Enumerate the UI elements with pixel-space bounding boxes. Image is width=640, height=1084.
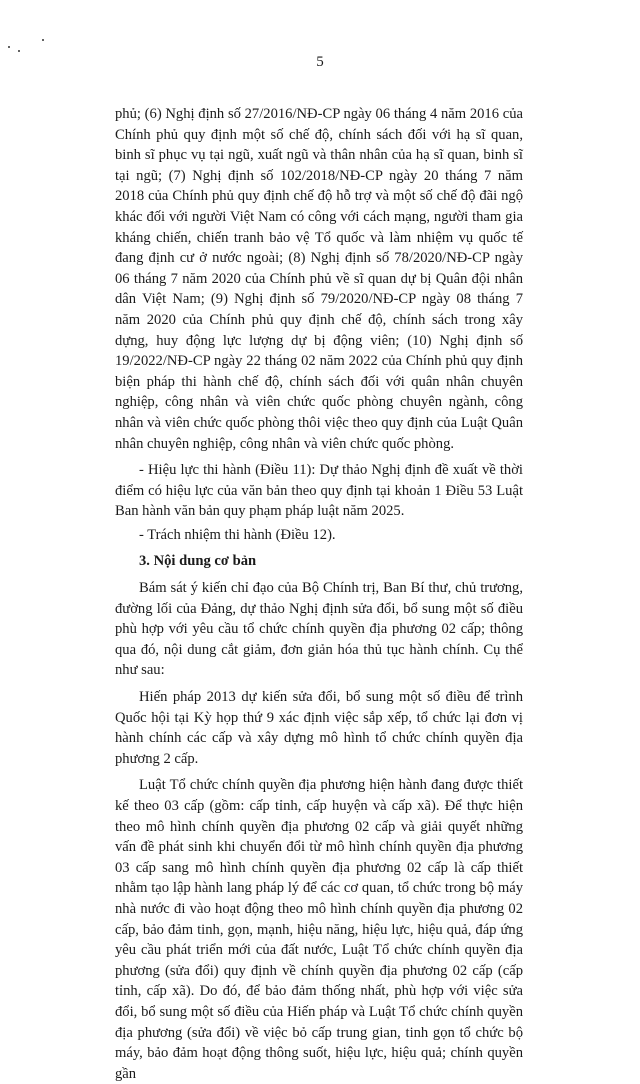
paragraph-local-government-law: Luật Tổ chức chính quyền địa phương hiện hành đang được thiết kế theo 03 cấp (gồm: cấp tỉnh, cấp huyện và cấp xã). Để thực hiện theo mô hình chính quyền địa phương 02 cấp và giải quyết những vấn đề phát sinh khi chuyển đổi từ mô hình chính quyền địa phương 03 cấp sang mô hình chính quyền địa phương 02 cấp là cấp thiết nhằm tạo lập hành lang pháp lý để các cơ quan, tổ chức trong bộ máy nhà nước đi vào hoạt động theo mô hình chính quyền địa phương 02 cấp, bảo đảm tinh, gọn, mạnh, hiệu năng, hiệu lực, hiệu quả, đáp ứng yêu cầu phát triển mới của đất nước, Luật Tổ chức chính quyền địa phương (sửa đổi) quy định về chính quyền địa phương 02 cấp (cấp tỉnh, cấp xã). Do đó, để bảo đảm thống nhất, phù hợp với việc sửa đổi, bổ sung một số điều của Hiến pháp và Luật Tổ chức chính quyền địa phương (sửa đổi) về việc bỏ cấp trung gian, tinh gọn tổ chức bộ máy, bảo đảm hoạt động thông suốt, hiệu lực, hiệu quả; chính quyền gần [115,777,523,1082]
scan-speck [8,46,10,48]
paragraph-guidance: Bám sát ý kiến chỉ đạo của Bộ Chính trị, Ban Bí thư, chủ trương, đường lối của Đảng, dự thảo Nghị định sửa đổi, bổ sung một số điều phù hợp với yêu cầu tổ chức chính quyền địa phương 02 cấp; thông qua đó, nội dung cắt giảm, đơn giản hóa thủ tục hành chính. Cụ thể như sau: [115,580,523,679]
paragraph-effectiveness: - Hiệu lực thi hành (Điều 11): Dự thảo Nghị định đề xuất về thời điểm có hiệu lực của văn bản theo quy định tại khoản 1 Điều 53 Luật Ban hành văn bản quy phạm pháp luật năm 2025. [115,462,523,520]
document-body [115,104,523,1084]
page-number: 5 [316,54,324,70]
paragraph-constitution: Hiến pháp 2013 dự kiến sửa đổi, bổ sung một số điều để trình Quốc hội tại Kỳ họp thứ 9 xác định việc sắp xếp, tổ chức lại đơn vị hành chính các cấp và xây dựng mô hình tổ chức chính quyền địa phương 2 cấp. [115,689,523,767]
scan-speck [42,39,44,41]
paragraph-responsibility: - Trách nhiệm thi hành (Điều 12). [139,526,336,543]
scan-speck [18,50,20,52]
section-heading: 3. Nội dung cơ bản [139,553,257,570]
paragraph-decree-list: phủ; (6) Nghị định số 27/2016/NĐ-CP ngày 06 tháng 4 năm 2016 của Chính phủ quy định một số chế độ, chính sách đối với hạ sĩ quan, binh sĩ phục vụ tại ngũ, xuất ngũ và thân nhân của hạ sĩ quan, binh sĩ tại ngũ; (7) Nghị định số 102/2018/NĐ-CP ngày 20 tháng 7 năm 2018 của Chính phủ quy định chế độ hỗ trợ và một số chế độ đãi ngộ khác đối với người Việt Nam có công với cách mạng, người tham gia kháng chiến, chiến tranh bảo vệ Tổ quốc và làm nhiệm vụ quốc tế đang định cư ở nước ngoài; (8) Nghị định số 78/2020/NĐ-CP ngày 06 tháng 7 năm 2020 của Chính phủ về sĩ quan dự bị Quân đội nhân dân Việt Nam; (9) Nghị định số 79/2020/NĐ-CP ngày 08 tháng 7 năm 2020 của Chính phủ quy định chế độ, chính sách trong xây dựng, huy động lực lượng dự bị động viên; (10) Nghị định số 19/2022/NĐ-CP ngày 22 tháng 02 năm 2022 của Chính phủ quy định biện pháp thi hành chế độ, chính sách đối với quân nhân chuyên nghiệp, công nhân và viên chức quốc phòng chuyên ngành, công nhân và viên chức quốc phòng thôi việc theo quy định của Luật Quân nhân chuyên nghiệp, công nhân và viên chức quốc phòng. [115,106,523,452]
